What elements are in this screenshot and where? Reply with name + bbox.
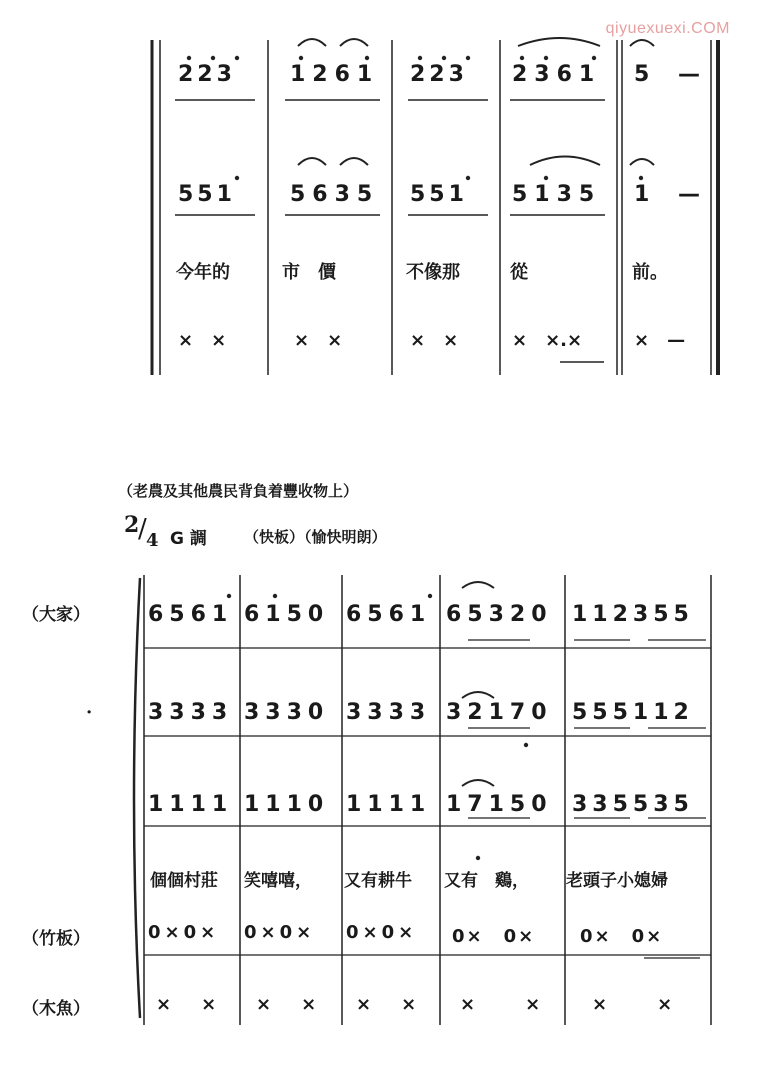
sys2-woodblock-3: × × [356,994,423,1015]
sys2-row3-bar5: 335535 [572,792,694,817]
sys1-perc-3: × × [410,330,459,351]
sys1-row1-bar3: 223 [410,62,468,87]
sys1-lyric-4: 從 [510,262,528,283]
sys2-bamboo-3: 0×0× [346,922,418,943]
sys2-row3-bar2: 1110 [244,792,330,817]
time-sig-top: 2 [124,512,140,538]
sys2-row1-bar4: 65320 [446,602,553,627]
sys2-row3-bar1: 1111 [148,792,234,817]
sys1-row1-hold: — [678,62,700,87]
sys1-row2-bar5: 1 [634,182,650,207]
sys1-lyric-3: 不像那 [406,262,460,283]
sys2-woodblock-5: × × [592,994,689,1015]
sys1-perc-2: × × [294,330,343,351]
sys1-row2-bar3: 551 [410,182,468,207]
sys2-lyric-1: 個個村莊 [150,871,218,891]
sys2-row1-bar1: 6561 [148,602,234,627]
sys1-row2-hold: — [678,182,700,207]
sys2-bamboo-5: 0× 0× [580,926,664,947]
sys2-woodblock-2: × × [256,994,323,1015]
sys1-row2-bar1: 551 [178,182,236,207]
sys1-row1-bar2: 1261 [290,62,380,87]
sys2-row1-bar2: 6150 [244,602,330,627]
sys1-row1-bar1: 223 [178,62,236,87]
sys2-lyric-2: 笑嘻嘻， [244,871,312,891]
sys2-woodblock-1: × × [156,994,223,1015]
sys2-lyric-4: 又有 鷄， [444,871,529,891]
part-label-dajia: （大家） [22,605,90,625]
sys1-lyric-5: 前。 [632,262,668,283]
sys1-perc-4: × ×.× [512,330,583,351]
sys2-bamboo-4: 0× 0× [452,926,536,947]
sys2-lyric-5: 老頭子小媳婦 [566,871,668,891]
sys1-perc-1: × × [178,330,227,351]
sys1-lyric-1: 今年的 [176,262,230,283]
sys2-lyric-3: 又有耕牛 [344,871,412,891]
part-label-woodblock: （木魚） [22,999,90,1019]
sys2-row2-bar1: 3333 [148,700,234,725]
sys2-row3-bar4: 17150 [446,792,553,817]
sys1-lyric-2: 市 價 [282,262,336,283]
sys2-row2-bar3: 3333 [346,700,432,725]
time-sig-slash: / [138,514,147,544]
part-label-bamboo: （竹板） [22,929,90,949]
sys1-row1-bar5: 5 [634,62,650,87]
key-signature: G 調 [170,529,207,549]
sys1-row1-bar4: 2361 [512,62,602,87]
time-sig-bottom: 4 [146,530,159,551]
sys2-row1-bar5: 112355 [572,602,694,627]
sys2-bamboo-2: 0×0× [244,922,316,943]
sys2-bamboo-1: 0×0× [148,922,220,943]
tempo-marking: （快板）（愉快明朗） [244,528,387,546]
sys2-row2-bar5: 555112 [572,700,694,725]
stage-direction: （老農及其他農民背負着豐收物上） [118,482,359,500]
sys1-row2-bar4: 5135 [512,182,602,207]
sys2-row3-bar3: 1111 [346,792,432,817]
watermark: qiyuexuexi.COM [605,20,730,37]
sys1-perc-5: × — [634,330,686,351]
sys2-row1-bar3: 6561 [346,602,432,627]
dot-marker: · [86,702,93,723]
sys2-row2-bar4: 32170 [446,700,553,725]
sys2-row2-bar2: 3330 [244,700,330,725]
sys2-woodblock-4: × × [460,994,557,1015]
sys1-row2-bar2: 5635 [290,182,380,207]
